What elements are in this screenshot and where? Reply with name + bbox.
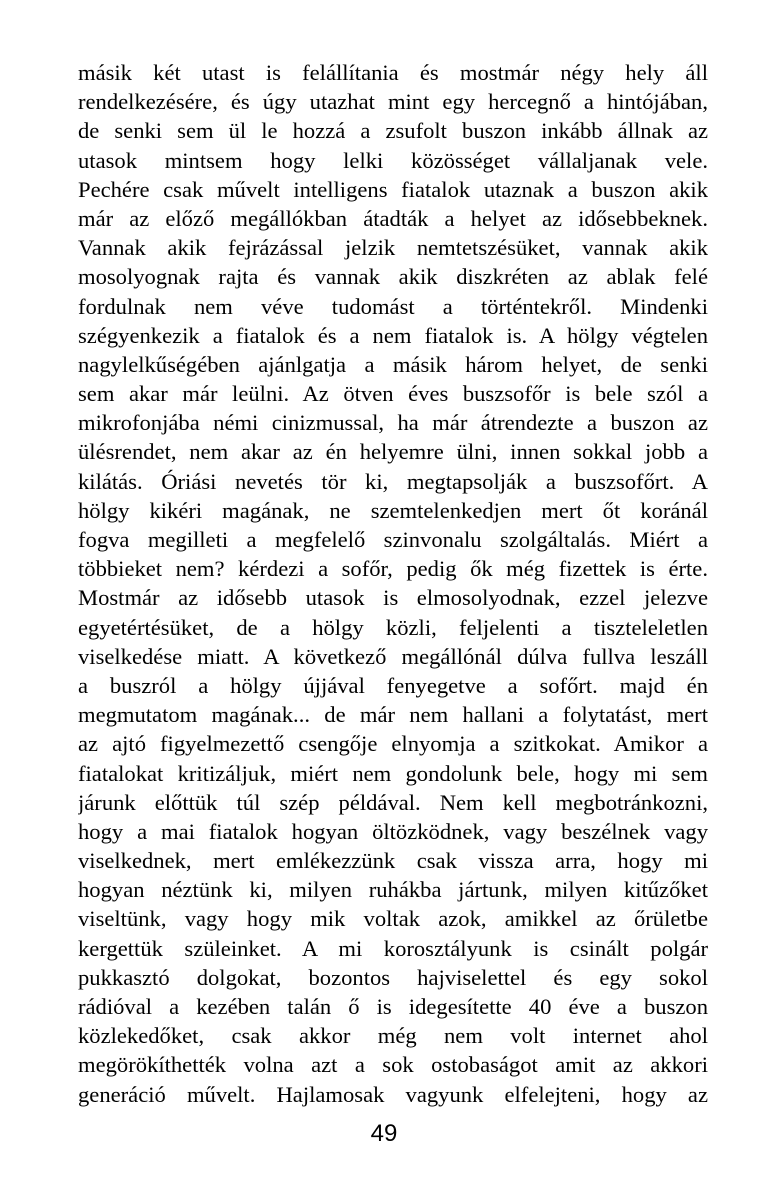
text-line: megmutatom magának... de már nem hallani a folytatást, mert	[78, 702, 708, 728]
text-line: egyetértésüket, de a hölgy közli, feljelenti a tiszteleletlen	[78, 614, 708, 640]
text-line: szégyenkezik a fiatalok és a nem fiatalok is. A hölgy végtelen	[78, 322, 708, 348]
body-text	[78, 58, 708, 1109]
text-line: hogyan néztünk ki, milyen ruhákba jártunk, milyen kitűzőket	[78, 877, 708, 903]
text-line: hogy a mai fiatalok hogyan öltözködnek, vagy beszélnek vagy	[78, 818, 708, 844]
text-line: hölgy kikéri magának, ne szemtelenkedjen mert őt koránál	[78, 497, 708, 523]
text-line: rendelkezésére, és úgy utazhat mint egy hercegnő a hintójában,	[78, 89, 708, 115]
page-number: 49	[370, 1120, 398, 1147]
text-line: nagylelkűségében ajánlgatja a másik három helyet, de senki	[78, 351, 708, 377]
text-line: rádióval a kezében talán ő is idegesítette 40 éve a buszon	[78, 994, 708, 1019]
text-line: pukkasztó dolgokat, bozontos hajviselettel és egy sokol	[78, 964, 708, 990]
text-line: generáció művelt. Hajlamosak vagyunk elfelejteni, hogy az	[78, 1081, 708, 1107]
text-line: többieket nem? kérdezi a sofőr, pedig ők még fizettek is érte.	[78, 556, 708, 582]
text-line: kergettük szüleinket. A mi korosztályunk is csinált polgár	[78, 935, 708, 961]
text-line: viselkedése miatt. A következő megállónál dúlva fullva leszáll	[78, 643, 708, 669]
text-line: fiatalokat kritizáljuk, miért nem gondolunk bele, hogy mi sem	[78, 760, 708, 786]
text-line: megörökíthették volna azt a sok ostobaságot amit az akkori	[78, 1052, 708, 1078]
text-line: de senki sem ül le hozzá a zsufolt buszon inkább állnak az	[78, 118, 708, 144]
text-line: sem akar már leülni. Az ötven éves buszsofőr is bele szól a	[78, 381, 708, 407]
text-line: kilátás. Óriási nevetés tör ki, megtapsolják a buszsofőrt. A	[78, 468, 708, 494]
text-line: a buszról a hölgy újjával fenyegetve a sofőrt. majd én	[78, 672, 708, 698]
text-line: járunk előttük túl szép példával. Nem kell megbotránkozni,	[78, 789, 708, 815]
text-line: ülésrendet, nem akar az én helyemre ülni, innen sokkal jobb a	[78, 439, 708, 465]
text-line: Mostmár az idősebb utasok is elmosolyodnak, ezzel jelezve	[78, 585, 708, 611]
text-line: másik két utast is felállítania és mostmár négy hely áll	[78, 60, 708, 85]
text-line: viseltünk, vagy hogy mik voltak azok, amikkel az őrületbe	[78, 906, 708, 932]
text-line: már az előző megállókban átadták a helyet az idősebbeknek.	[78, 205, 708, 231]
text-line: az ajtó figyelmezettő csengője elnyomja a szitkokat. Amikor a	[78, 731, 708, 757]
text-line: utasok mintsem hogy lelki közösséget vállaljanak vele.	[78, 147, 708, 173]
text-line: mosolyognak rajta és vannak akik diszkréten az ablak felé	[78, 264, 708, 290]
text-line: Pechére csak művelt intelligens fiatalok utaznak a buszon akik	[78, 176, 708, 202]
text-line: viselkednek, mert emlékezzünk csak vissza arra, hogy mi	[78, 848, 708, 874]
text-line: fogva megilleti a megfelelő szinvonalu szolgáltalás. Miért a	[78, 527, 708, 552]
text-line: mikrofonjába némi cinizmussal, ha már átrendezte a buszon az	[78, 410, 708, 436]
text-line: fordulnak nem véve tudomást a történtekről. Mindenki	[78, 293, 708, 319]
text-line: Vannak akik fejrázással jelzik nemtetszésüket, vannak akik	[78, 235, 708, 261]
text-line: közlekedőket, csak akkor még nem volt internet ahol	[78, 1023, 708, 1049]
